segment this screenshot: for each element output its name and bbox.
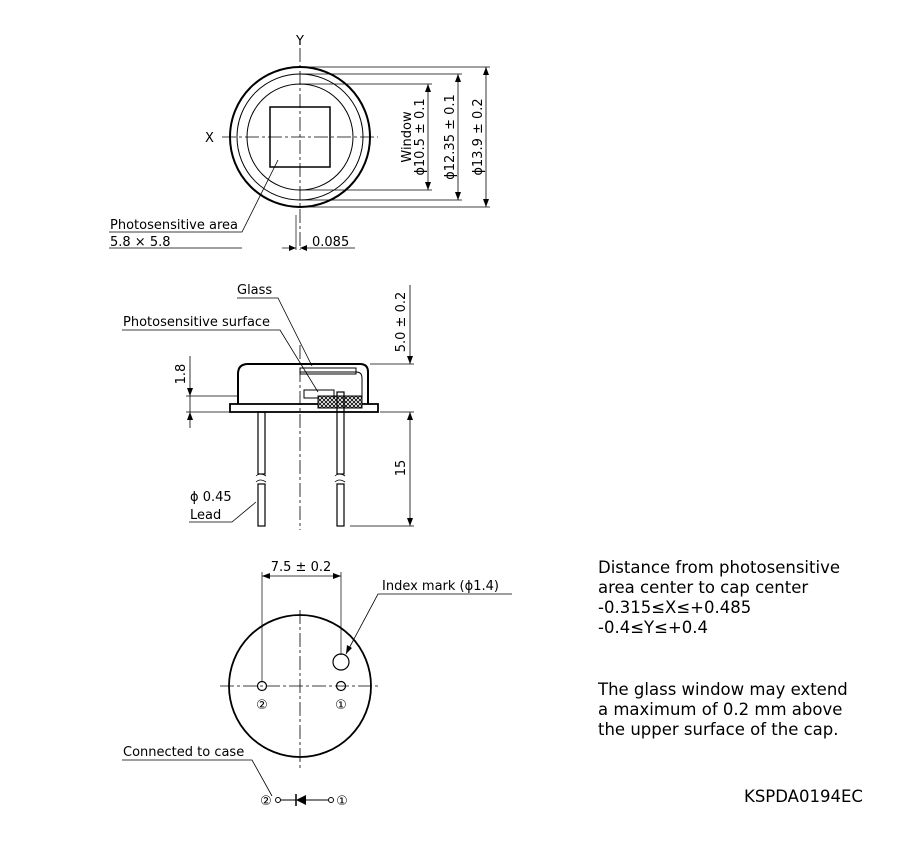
- window-label: Window: [400, 111, 415, 163]
- distance-note-line: area center to cap center: [598, 578, 809, 597]
- glass-note-line: a maximum of 0.2 mm above: [598, 700, 843, 719]
- symbol-pin1-label: ①: [336, 794, 348, 809]
- distance-note: [598, 558, 840, 638]
- glass-note-line: The glass window may extend: [598, 680, 848, 699]
- photosensitive-area-size: 5.8 × 5.8: [110, 235, 171, 250]
- symbol-pin2-label: ②: [260, 794, 272, 809]
- glass-note: [598, 680, 848, 740]
- index-mark-circle: [333, 654, 349, 670]
- glass-label: Glass: [237, 283, 273, 298]
- glass-note-line: the upper surface of the cap.: [598, 720, 839, 739]
- hatched-header: [318, 396, 362, 408]
- lead-length-text: 15: [394, 459, 409, 477]
- index-mark-label: Index mark (ϕ1.4): [382, 579, 499, 594]
- height-dim-text: 5.0 ± 0.2: [394, 291, 409, 353]
- photosensitive-surface-label: Photosensitive surface: [123, 315, 271, 330]
- lead-left: [258, 412, 265, 474]
- outer-dim-text: ϕ13.9 ± 0.2: [471, 98, 486, 176]
- photosensitive-area-label: Photosensitive area: [110, 218, 239, 233]
- bottom-view: [122, 572, 512, 806]
- middle-dim-text: ϕ12.35 ± 0.1: [443, 94, 458, 180]
- distance-note-line: -0.4≤Y≤+0.4: [598, 618, 708, 637]
- lead-label: Lead: [190, 508, 222, 523]
- glass-window: [300, 368, 356, 374]
- pin1-label: ①: [335, 698, 347, 713]
- distance-note-line: -0.315≤X≤+0.485: [598, 598, 752, 617]
- lead-diameter-text: ϕ 0.45: [190, 490, 232, 505]
- connected-to-case-label: Connected to case: [123, 745, 245, 760]
- distance-note-line: Distance from photosensitive: [598, 558, 840, 577]
- pitch-dim-text: 7.5 ± 0.2: [270, 560, 332, 575]
- offset-dim-text: 0.085: [312, 235, 350, 250]
- window-dim-text: ϕ10.5 ± 0.1: [413, 98, 428, 176]
- x-axis-label: X: [205, 131, 214, 146]
- diode-symbol: [296, 795, 306, 805]
- flange-dim-text: 1.8: [174, 363, 189, 385]
- y-axis-label: Y: [296, 34, 304, 49]
- pin2-label: ②: [256, 698, 268, 713]
- drawing-code: KSPDA0194EC: [744, 787, 863, 806]
